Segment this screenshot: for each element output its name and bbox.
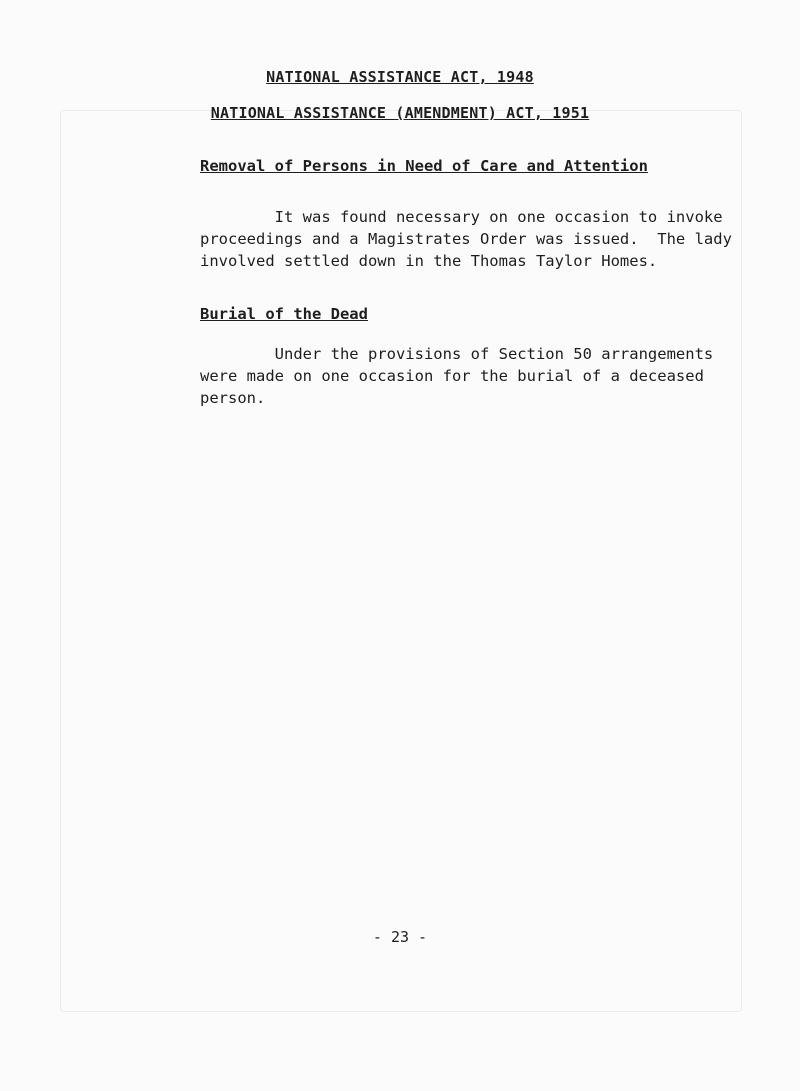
section-title-removal-of-persons: Removal of Persons in Need of Care and Attention (200, 157, 648, 175)
heading-national-assistance-amendment-act-1951: NATIONAL ASSISTANCE (AMENDMENT) ACT, 1951 (210, 104, 590, 122)
page-number: - 23 - (372, 928, 428, 946)
heading-national-assistance-act-1948: NATIONAL ASSISTANCE ACT, 1948 (266, 68, 534, 86)
section-body-burial-of-the-dead: Under the provisions of Section 50 arrangements were made on one occasion for the burial of a deceased person. (200, 345, 714, 407)
section-body-removal-of-persons: It was found necessary on one occasion to invoke proceedings and a Magistrates Order was issued. The lady involved settled down in the Thomas Taylor Homes. (200, 208, 732, 270)
section-title-burial-of-the-dead: Burial of the Dead (200, 305, 368, 323)
